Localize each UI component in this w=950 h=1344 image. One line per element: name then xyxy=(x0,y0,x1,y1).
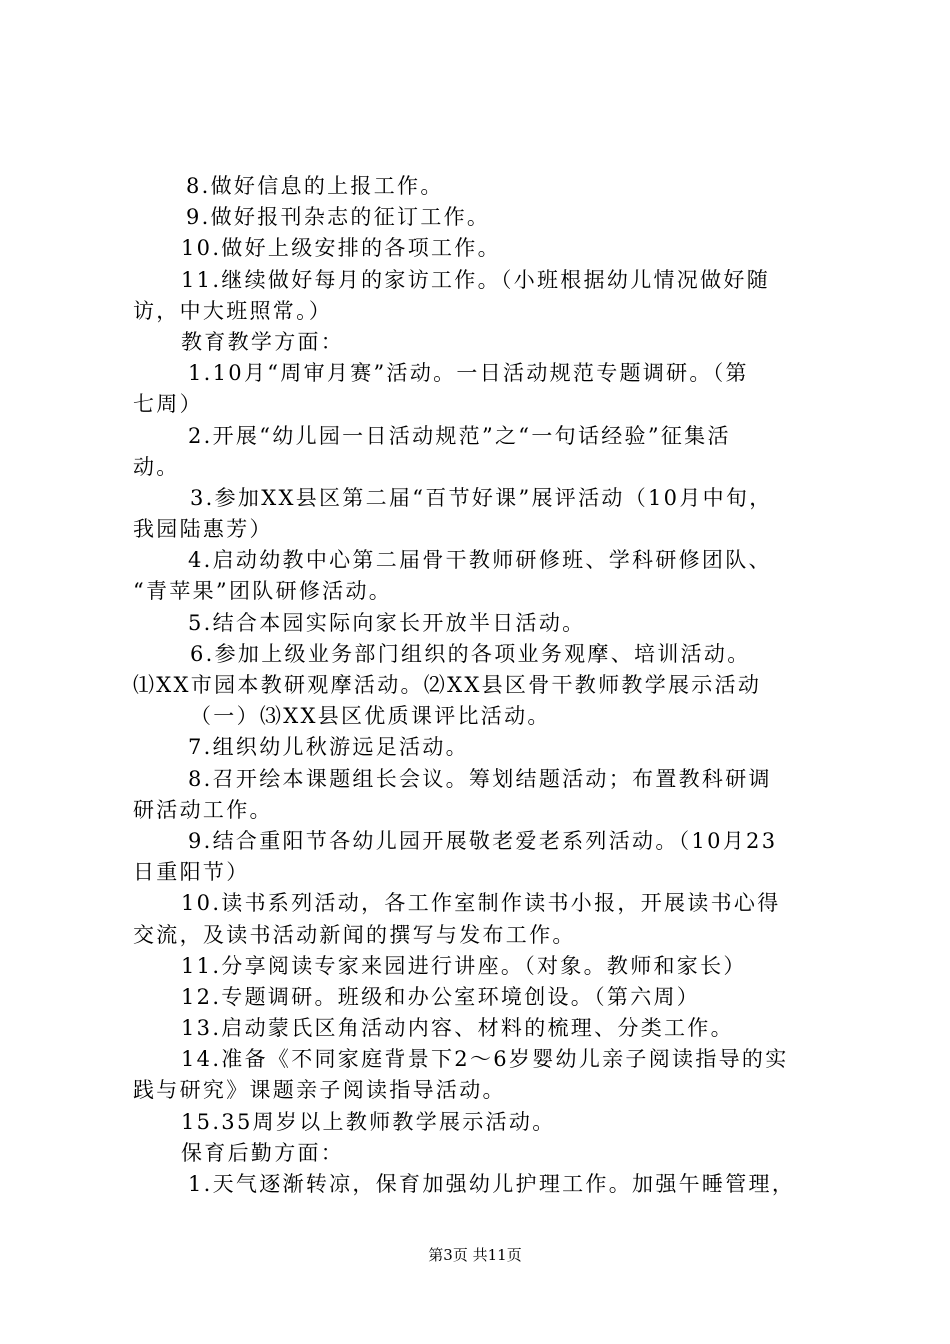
text-line: （一）⑶XX县区优质课评比活动。 xyxy=(190,704,551,729)
text-line: ⑴XX市园本教研观摩活动。⑵XX县区骨干教师教学展示活动 xyxy=(133,673,762,697)
text-line: 访，中大班照常。） xyxy=(133,298,333,323)
body-text xyxy=(133,171,838,1200)
text-line: 2.开展“幼儿园一日活动规范”之“一句话经验”征集活 xyxy=(188,423,731,448)
text-line: 1.10月“周审月赛”活动。一日活动规范专题调研。（第 xyxy=(188,361,749,386)
text-line: 交流，及读书活动新闻的撰写与发布工作。 xyxy=(133,922,576,947)
text-line: 6.参加上级业务部门组织的各项业务观摩、培训活动。 xyxy=(190,641,751,666)
text-line: 7.组织幼儿秋游远足活动。 xyxy=(188,735,469,760)
text-line: 七周） xyxy=(133,392,203,417)
text-line: 11.继续做好每月的家访工作。（小班根据幼儿情况做好随 xyxy=(181,267,770,292)
text-line: 10.读书系列活动，各工作室制作读书小报，开展读书心得 xyxy=(181,891,781,916)
text-line: 13.启动蒙氏区角活动内容、材料的梳理、分类工作。 xyxy=(181,1016,734,1041)
text-line: 4.启动幼教中心第二届骨干教师研修班、学科研修团队、 xyxy=(188,548,772,573)
text-line: 9.结合重阳节各幼儿园开展敬老爱老系列活动。（10月23 xyxy=(188,828,778,853)
text-line: 保育后勤方面： xyxy=(181,1140,345,1165)
text-line: 8.做好信息的上报工作。 xyxy=(186,174,444,198)
text-line: 研活动工作。 xyxy=(133,797,273,822)
text-line: 14.准备《不同家庭背景下2～6岁婴幼儿亲子阅读指导的实 xyxy=(181,1047,789,1072)
text-line: 教育教学方面： xyxy=(181,329,345,354)
page-footer: 第3页 共11页 xyxy=(428,1246,522,1264)
text-line: 我园陆惠芳） xyxy=(133,517,273,542)
text-line: 日重阳节） xyxy=(133,860,250,885)
text-line: 动。 xyxy=(133,454,180,479)
text-line: 3.参加XX县区第二届“百节好课”展评活动（10月中旬， xyxy=(190,485,773,510)
text-line: 8.召开绘本课题组长会议。筹划结题活动；布置教科研调 xyxy=(188,766,772,791)
text-line: 12.专题调研。班级和办公室环境创设。（第六周） xyxy=(181,984,701,1009)
text-line: 践与研究》课题亲子阅读指导活动。 xyxy=(133,1078,506,1103)
text-line: 15.35周岁以上教师教学展示活动。 xyxy=(181,1109,556,1134)
text-line: “青苹果”团队研修活动。 xyxy=(133,579,393,604)
text-line: 11.分享阅读专家来园进行讲座。（对象。教师和家长） xyxy=(181,953,747,978)
text-line: 9.做好报刊杂志的征订工作。 xyxy=(186,205,491,230)
text-line: 5.结合本园实际向家长开放半日活动。 xyxy=(188,610,586,635)
text-line: 10.做好上级安排的各项工作。 xyxy=(181,236,501,261)
text-line: 1.天气逐渐转凉，保育加强幼儿护理工作。加强午睡管理， xyxy=(188,1172,796,1196)
